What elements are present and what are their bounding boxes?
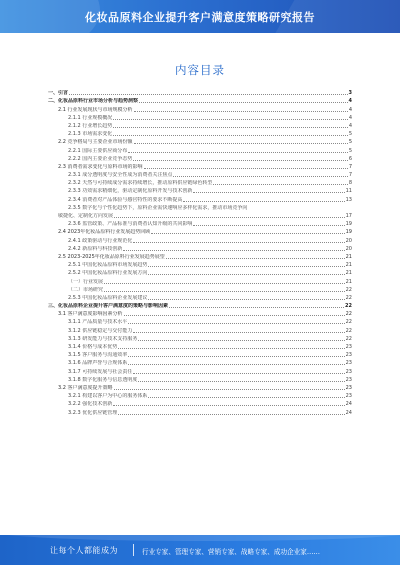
toc-entry-title: 2.4.2 新原料与科技创新: [68, 245, 123, 252]
toc-entry[interactable]: [48, 211, 352, 219]
report-title: 化妆品原料企业提升客户满意度策略研究报告: [85, 11, 315, 24]
toc-page-number: 24: [345, 401, 352, 408]
toc-entry[interactable]: [48, 154, 352, 162]
toc-leader-dots: [123, 247, 344, 251]
toc-entry[interactable]: [48, 317, 352, 325]
toc-leader-dots: [118, 345, 344, 349]
toc-leader-dots: [148, 271, 344, 275]
toc-page-number: 21: [345, 278, 352, 285]
toc-entry-title: 2.2 竞争格局与主要企业市场份额: [58, 139, 133, 146]
toc-page-number: 21: [345, 253, 352, 260]
toc-entry[interactable]: [48, 170, 352, 178]
toc-page-number: 19: [345, 229, 352, 236]
toc-page-number: 7: [348, 172, 352, 179]
toc-entry[interactable]: [48, 325, 352, 333]
toc-entry-title: 2.1.3 市场需求变化: [68, 131, 113, 138]
toc-page-number: 21: [345, 270, 352, 277]
header-banner: [0, 0, 400, 33]
footer-slogan: 让每个人都能成为: [50, 546, 118, 555]
toc-entry[interactable]: [48, 178, 352, 186]
toc-page-number: 23: [345, 344, 352, 350]
toc-leader-dots: [134, 140, 348, 144]
toc-entry[interactable]: [48, 252, 352, 260]
toc-entry[interactable]: [48, 268, 352, 276]
toc-entry-title: 2.3.2 天然与可持续成分需求持续增长，推动原料供应链绿色转型: [68, 180, 213, 187]
toc-leader-dots: [113, 124, 348, 128]
toc-page-number: 4: [348, 114, 352, 121]
footer-decoration: [0, 535, 400, 541]
toc-entry[interactable]: [48, 162, 352, 170]
toc-leader-dots: [139, 99, 348, 103]
toc-page-number: 23: [345, 376, 352, 383]
toc-leader-dots: [183, 198, 344, 202]
toc-page-number: 5: [348, 147, 352, 154]
toc-page-number: 4: [348, 122, 352, 129]
toc-entry[interactable]: [48, 366, 352, 374]
toc-page-number: 8: [348, 180, 352, 187]
toc-entry[interactable]: [48, 203, 352, 211]
toc-entry-title: 3.2.2 强化技术创新: [68, 401, 113, 408]
toc-entry-title: 3.1.7 可持续发展与社会责任: [68, 368, 133, 375]
footer-divider: [133, 544, 134, 556]
toc-page-number: 24: [345, 409, 352, 416]
toc-entry-title: 3.2.1 构建以客户为中心的服务体系: [68, 393, 148, 400]
toc-leader-dots: [133, 370, 344, 374]
toc-entry-title: 2.5.2 中国化妆品原料行业发展方向: [68, 270, 148, 277]
toc-entry[interactable]: [48, 194, 352, 202]
toc-entry-title: （一）行业发展: [68, 278, 104, 285]
toc-leader-dots: [104, 288, 345, 292]
toc-page-number: 17: [345, 213, 352, 219]
toc-entry-title: 2.5.3 中国化妆品原料企业发展建议: [68, 294, 148, 301]
toc-page-number: 19: [345, 221, 352, 228]
toc-leader-dots: [113, 132, 348, 136]
toc-entry-title: 2.1 行业发展现状与市场规模分析: [58, 106, 133, 113]
toc-entry-title: 2.2.2 国内主要企业竞争态势: [68, 155, 133, 162]
toc-entry[interactable]: [48, 309, 352, 317]
toc-entry[interactable]: [48, 350, 352, 358]
toc-page-number: 20: [345, 245, 352, 252]
toc-leader-dots: [133, 239, 344, 243]
toc-entry-title: 2.3.5 数字化与个性化趋势下，原料企业需快速响应多样化需求，推动市场竞争向: [68, 204, 248, 211]
toc-page-number: 20: [345, 237, 352, 244]
toc-entry-title: 2.3.3 功效需求精细化，驱动定制化原料开发与技术创新: [68, 188, 193, 195]
toc-entry-title: 3.1.6 品牌声誉与合规体系: [68, 360, 128, 367]
toc-entry[interactable]: [48, 391, 352, 399]
toc-leader-dots: [213, 181, 347, 185]
toc-entry-title: 3.1.2 供应链稳定与交付能力: [68, 327, 133, 334]
toc-leader-dots: [114, 386, 345, 390]
toc-page-number: 6: [348, 155, 352, 162]
toc-entry-title: 2.3.4 消费者对产品体验与感官特性的要求不断提高: [68, 196, 183, 203]
toc-leader-dots: [148, 263, 344, 267]
toc-entry-title: 二、化妆品原料行业市场分析与趋势洞察: [48, 98, 139, 105]
toc-entry-title: 2.1.1 行业规模概况: [68, 114, 113, 121]
toc-entry[interactable]: [48, 334, 352, 342]
toc-leader-dots: [166, 255, 345, 259]
toc-entry[interactable]: [48, 227, 352, 235]
toc-page-number: 13: [345, 196, 352, 203]
toc-leader-dots: [113, 402, 344, 406]
toc-entry[interactable]: [48, 301, 352, 309]
toc-page-number: 11: [345, 188, 352, 195]
toc-entry-title: 2.1.2 行业增长趋势: [68, 122, 113, 129]
toc-heading: 内容目录: [175, 63, 225, 77]
toc-page-number: 22: [345, 286, 352, 293]
toc-entry[interactable]: [48, 407, 352, 415]
toc-page-number: 23: [345, 393, 352, 400]
toc-entry[interactable]: [48, 219, 352, 227]
toc-page-number: 22: [345, 319, 352, 326]
toc-leader-dots: [134, 108, 348, 112]
toc-entry[interactable]: [48, 186, 352, 194]
toc-entry[interactable]: [48, 260, 352, 268]
toc-entry-title: 3.1.3 研发能力与技术支持服务: [68, 335, 138, 342]
toc-entry-title: （二）市场研究: [68, 286, 104, 293]
toc-page-number: 22: [345, 303, 352, 310]
toc-entry-title: 3.1.4 价格与成本优势: [68, 344, 118, 350]
toc-entry-title: 2.3.1 成分透明度与安全性成为消费者关注焦点: [68, 172, 173, 179]
toc-entry[interactable]: [48, 293, 352, 301]
toc-entry-title: 3.1.1 产品质量与技术水平: [68, 319, 128, 326]
toc-page-number: 3: [348, 90, 352, 97]
toc-leader-dots: [128, 320, 344, 324]
toc-entry-title: 三、化妆品原料企业提升客户满意度的策略与影响因素: [48, 303, 169, 310]
toc-leader-dots: [169, 304, 344, 308]
toc-leader-dots: [193, 189, 344, 193]
toc-leader-dots: [128, 149, 347, 153]
toc-leader-dots: [128, 353, 344, 357]
toc-entry[interactable]: [48, 375, 352, 383]
toc-page-number: 23: [345, 368, 352, 375]
toc-entry[interactable]: [48, 235, 352, 243]
toc-entry-title: 2.5 2023-2025年化妆品原料行业发展趋势展望: [58, 253, 165, 260]
toc-page-number: 22: [345, 311, 352, 318]
toc-page-number: 5: [348, 131, 352, 138]
toc-entry[interactable]: [48, 358, 352, 366]
footer-roles: 行业专家、管理专家、营销专家、战略专家、成功企业家……: [142, 548, 321, 556]
toc-entry-title: 3.1 客户满意度影响因素分析: [58, 311, 123, 318]
toc-entry[interactable]: [48, 276, 352, 284]
toc-page-number: 4: [348, 98, 352, 105]
toc-entry[interactable]: [48, 104, 352, 112]
toc-leader-dots: [148, 394, 344, 398]
toc-page-number: 23: [345, 352, 352, 359]
toc-page-number: 23: [345, 360, 352, 367]
toc-entry-title: 3.1.8 数字化服务与信息透明度: [68, 376, 138, 383]
toc-entry-title: 2.5.1 中国化妆品原料市场发展趋势: [68, 262, 148, 269]
toc-entry[interactable]: [48, 285, 352, 293]
toc-page-number: 4: [348, 106, 352, 113]
toc-entry[interactable]: [48, 121, 352, 129]
toc-leader-dots: [104, 280, 345, 284]
toc-entry-title: 3.2 客户满意度提升策略: [58, 384, 113, 391]
toc-page-number: 22: [345, 335, 352, 342]
toc-entry-title: 3.1.5 客户服务与沟通效率: [68, 352, 128, 359]
footer-banner: [0, 535, 400, 565]
toc-page-number: 22: [345, 294, 352, 301]
toc-leader-dots: [128, 361, 344, 365]
toc-leader-dots: [193, 222, 344, 226]
toc-page-number: 22: [345, 327, 352, 334]
toc-entry-title: 2.4 2023年化妆品原料行业发展趋势回顾: [58, 229, 151, 236]
toc-entry-title: 敏捷化、定制化方向发展: [58, 213, 114, 219]
table-of-contents: [48, 88, 352, 416]
toc-entry[interactable]: [48, 96, 352, 104]
toc-entry[interactable]: [48, 383, 352, 391]
toc-entry-title: 2.2.1 国际主要供应商分布: [68, 147, 128, 154]
toc-entry-title: 2.3 消费者需求变化与原料市场的影响: [58, 163, 143, 170]
toc-page-number: 23: [345, 384, 352, 391]
toc-leader-dots: [173, 173, 347, 177]
toc-leader-dots: [133, 329, 344, 333]
toc-entry[interactable]: [48, 113, 352, 121]
toc-page-number: 21: [345, 262, 352, 269]
toc-leader-dots: [138, 337, 344, 341]
toc-page-number: 5: [348, 139, 352, 146]
toc-leader-dots: [118, 411, 344, 415]
toc-leader-dots: [69, 91, 348, 95]
toc-leader-dots: [124, 312, 345, 316]
toc-entry[interactable]: [48, 399, 352, 407]
toc-leader-dots: [148, 296, 344, 300]
toc-entry-title: 一、引言: [48, 90, 69, 97]
toc-entry[interactable]: [48, 342, 352, 350]
toc-leader-dots: [113, 116, 348, 120]
toc-entry[interactable]: [48, 145, 352, 153]
toc-entry-title: 2.4.1 政策驱动与行业规范化: [68, 237, 133, 244]
toc-entry[interactable]: [48, 129, 352, 137]
toc-entry-title: 2.3.6 监管政策、产品标准与消费者认知升级的共同影响: [68, 221, 193, 228]
toc-leader-dots: [114, 214, 345, 218]
toc-leader-dots: [144, 165, 348, 169]
toc-entry[interactable]: [48, 88, 352, 96]
toc-entry-title: 3.2.3 优化供应链管理: [68, 409, 118, 416]
toc-page-number: 7: [348, 163, 352, 170]
toc-leader-dots: [138, 378, 344, 382]
toc-entry[interactable]: [48, 244, 352, 252]
toc-entry[interactable]: [48, 137, 352, 145]
toc-leader-dots: [133, 157, 347, 161]
toc-leader-dots: [151, 230, 344, 234]
